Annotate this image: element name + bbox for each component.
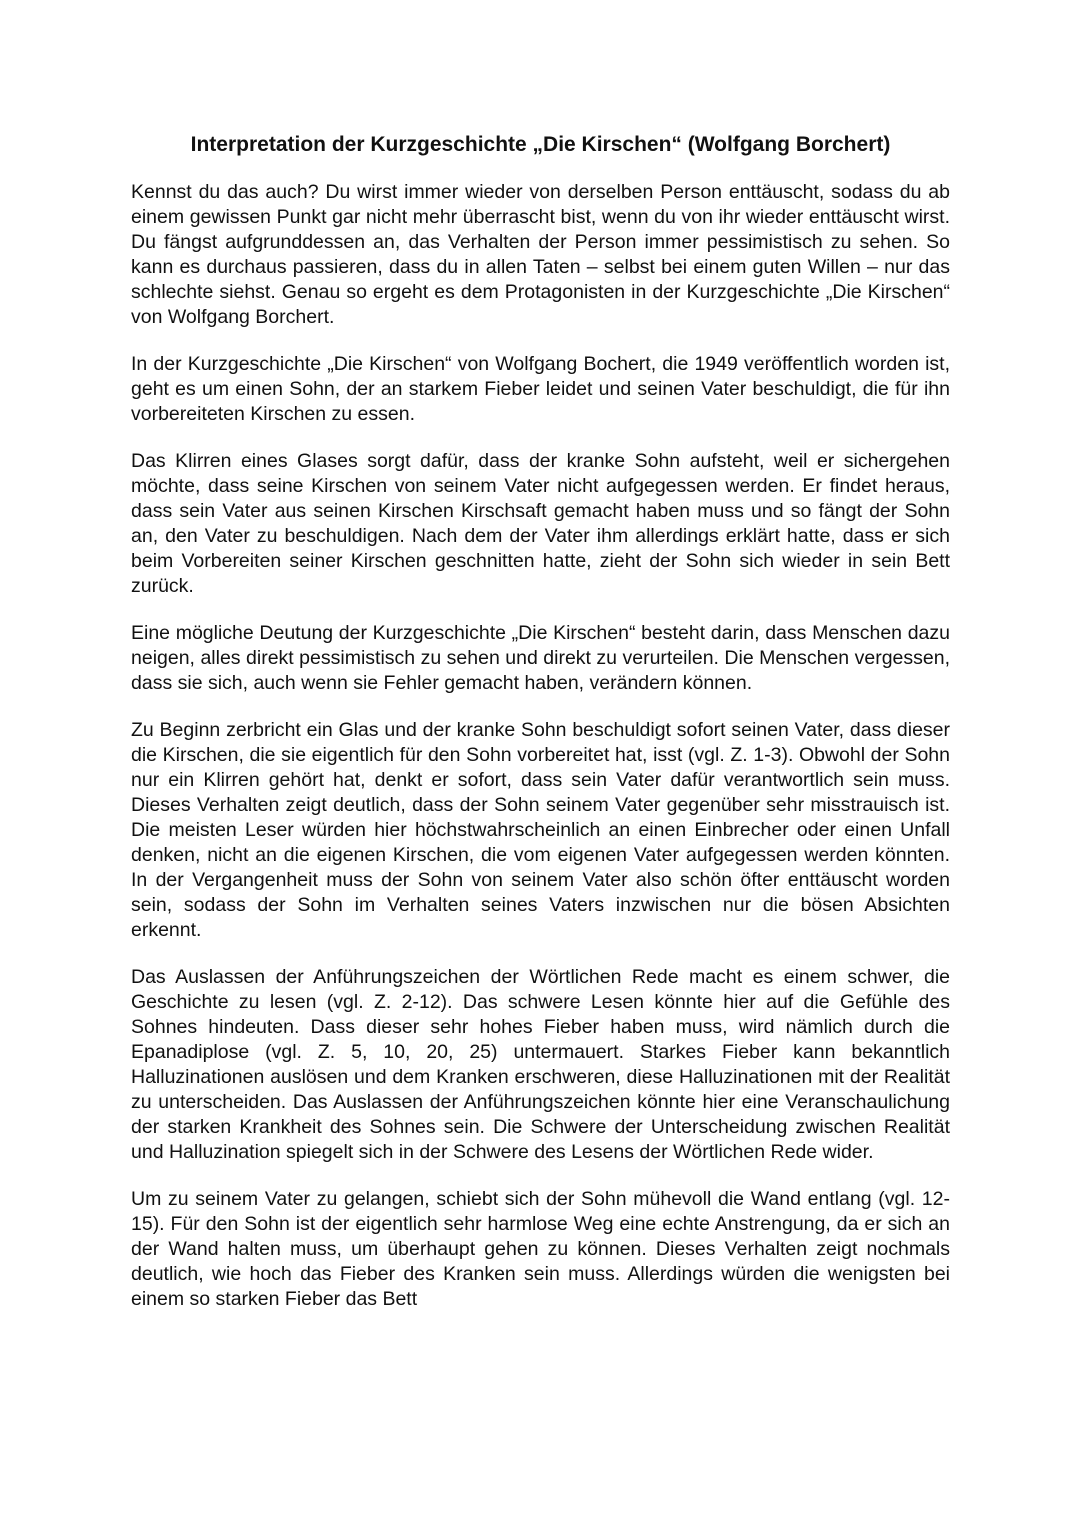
paragraph-interpretation: Eine mögliche Deutung der Kurzgeschichte „Die Kirschen“ besteht darin, dass Menschen dazu neigen, alles direkt pessimistisch zu sehen und direkt zu verurteilen. Die Menschen vergessen, dass sie sich, auch wenn sie Fehler gemacht haben, verändern können. [131, 622, 950, 694]
paragraph-summary: In der Kurzgeschichte „Die Kirschen“ von Wolfgang Bochert, die 1949 veröffentlich worden ist, geht es um einen Sohn, der an starkem Fieber leidet und seinen Vater beschuldigt, die für ihn vorbereiteten Kirschen zu essen. [131, 353, 950, 425]
document-page [131, 130, 950, 1334]
paragraph-plot: Das Klirren eines Glases sorgt dafür, dass der kranke Sohn aufsteht, weil er sichergehen möchte, dass seine Kirschen von seinem Vater nicht aufgegessen werden. Er findet heraus, dass sein Vater aus seinen Kirschen Kirschsaft gemacht haben muss und so fängt der Sohn an, den Vater zu beschuldigen. Nach dem der Vater ihm allerdings erklärt hatte, dass er sich beim Vorbereiten seiner Kirschen geschnitten hatte, zieht der Sohn sich wieder in sein Bett zurück. [131, 450, 950, 597]
paragraph-analysis-1: Zu Beginn zerbricht ein Glas und der kranke Sohn beschuldigt sofort seinen Vater, dass dieser die Kirschen, die sie eigentlich für den Sohn vorbereitet hat, isst (vgl. Z. 1-3). Obwohl der Sohn nur ein Klirren gehört hat, denkt er sofort, dass sein Vater dafür verantwortlich sein muss. Dieses Verhalten zeigt deutlich, dass der Sohn seinem Vater gegenüber sehr misstrauisch ist. Die meisten Leser würden hier höchstwahrscheinlich an einen Einbrecher oder einen Unfall denken, nicht an die eigenen Kirschen, die vom eigenen Vater aufgegessen werden könnten. In der Vergangenheit muss der Sohn von seinem Vater also schön öfter enttäuscht worden sein, sodass der Sohn im Verhalten seines Vaters inzwischen nur die bösen Absichten erkennt. [131, 719, 950, 941]
paragraph-analysis-2: Das Auslassen der Anführungszeichen der Wörtlichen Rede macht es einem schwer, die Geschichte zu lesen (vgl. Z. 2-12). Das schwere Lesen könnte hier auf die Gefühle des Sohnes hindeuten. Dass dieser sehr hohes Fieber haben muss, wird nämlich durch die Epanadiplose (vgl. Z. 5, 10, 20, 25) untermauert. Starkes Fieber kann bekanntlich Halluzinationen auslösen und dem Kranken erschweren, diese Halluzinationen mit der Realität zu unterscheiden. Das Auslassen der Anführungszeichen könnte hier eine Veranschaulichung der starken Krankheit des Sohnes sein. Die Schwere der Unterscheidung zwischen Realität und Halluzination spiegelt sich in der Schwere des Lesens der Wörtlichen Rede wider. [131, 966, 950, 1163]
paragraph-analysis-3: Um zu seinem Vater zu gelangen, schiebt sich der Sohn mühevoll die Wand entlang (vgl. 12-15). Für den Sohn ist der eigentlich sehr harmlose Weg eine echte Anstrengung, da er sich an der Wand halten muss, um überhaupt gehen zu können. Dieses Verhalten zeigt nochmals deutlich, wie hoch das Fieber des Kranken sein muss. Allerdings würden die wenigsten bei einem so starken Fieber das Bett [131, 1188, 950, 1310]
document-title: Interpretation der Kurzgeschichte „Die Kirschen“ (Wolfgang Borchert) [190, 133, 891, 156]
paragraph-intro: Kennst du das auch? Du wirst immer wieder von derselben Person enttäuscht, sodass du ab einem gewissen Punkt gar nicht mehr überrascht bist, wenn du von ihr wieder enttäuscht wirst. Du fängst aufgrunddessen an, das Verhalten der Person immer pessimistisch zu sehen. So kann es durchaus passieren, dass du in allen Taten – selbst bei einem guten Willen – nur das schlechte siehst. Genau so ergeht es dem Protagonisten in der Kurzgeschichte „Die Kirschen“ von Wolfgang Borchert. [131, 181, 950, 328]
